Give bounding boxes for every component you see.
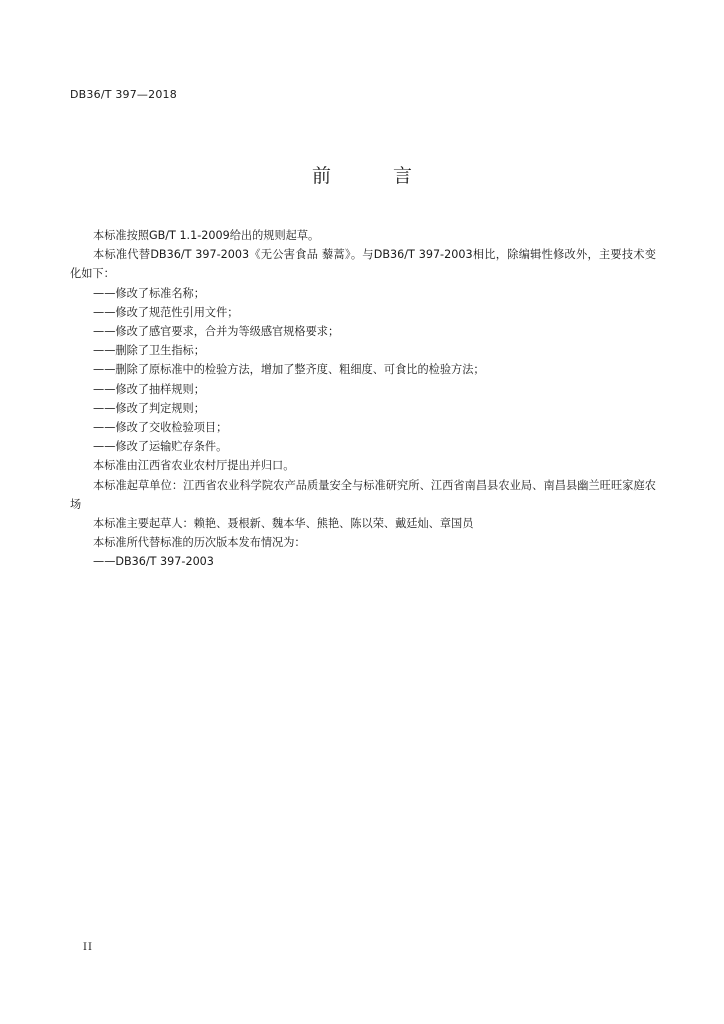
list-item: ——修改了感官要求，合并为等级感官规格要求； <box>93 325 340 339</box>
page-title: 前 言 <box>311 165 441 187</box>
list-item: ——修改了判定规则； <box>93 401 205 415</box>
list-item: ——修改了标准名称； <box>93 286 205 300</box>
page-number: II <box>83 942 93 953</box>
list-item: ——修改了运输贮存条件。 <box>93 440 228 454</box>
replacement-paragraph: 本标准代替DB36/T 397-2003《无公害食品 藜蒿》。与DB36/T 397-2003相比，除编辑性修改外，主要技术变化如下： <box>70 248 656 281</box>
drafting-rule-paragraph: 本标准按照GB/T 1.1-2009给出的规则起草。 <box>93 229 320 242</box>
drafters-paragraph: 本标准主要起草人：赖艳、聂根新、魏本华、熊艳、陈以荣、戴廷灿、章国员 <box>93 517 474 531</box>
proposer-paragraph: 本标准由江西省农业农村厅提出并归口。 <box>93 459 295 473</box>
list-item: ——修改了抽样规则； <box>93 382 205 396</box>
list-item: ——修改了规范性引用文件； <box>93 305 239 319</box>
history-intro-paragraph: 本标准所代替标准的历次版本发布情况为： <box>93 536 306 550</box>
foreword-body <box>70 226 656 572</box>
history-item: ——DB36/T 397-2003 <box>93 555 214 569</box>
list-item: ——删除了原标准中的检验方法，增加了整齐度、粗细度、可食比的检验方法； <box>93 363 485 377</box>
drafting-units-paragraph: 本标准起草单位：江西省农业科学院农产品质量安全与标准研究所、江西省南昌县农业局、南昌县幽兰旺旺家庭农场 <box>70 478 656 511</box>
list-item: ——删除了卫生指标； <box>93 344 205 358</box>
list-item: ——修改了交收检验项目； <box>93 421 228 435</box>
document-code-header: DB36/T 397—2018 <box>70 88 177 101</box>
